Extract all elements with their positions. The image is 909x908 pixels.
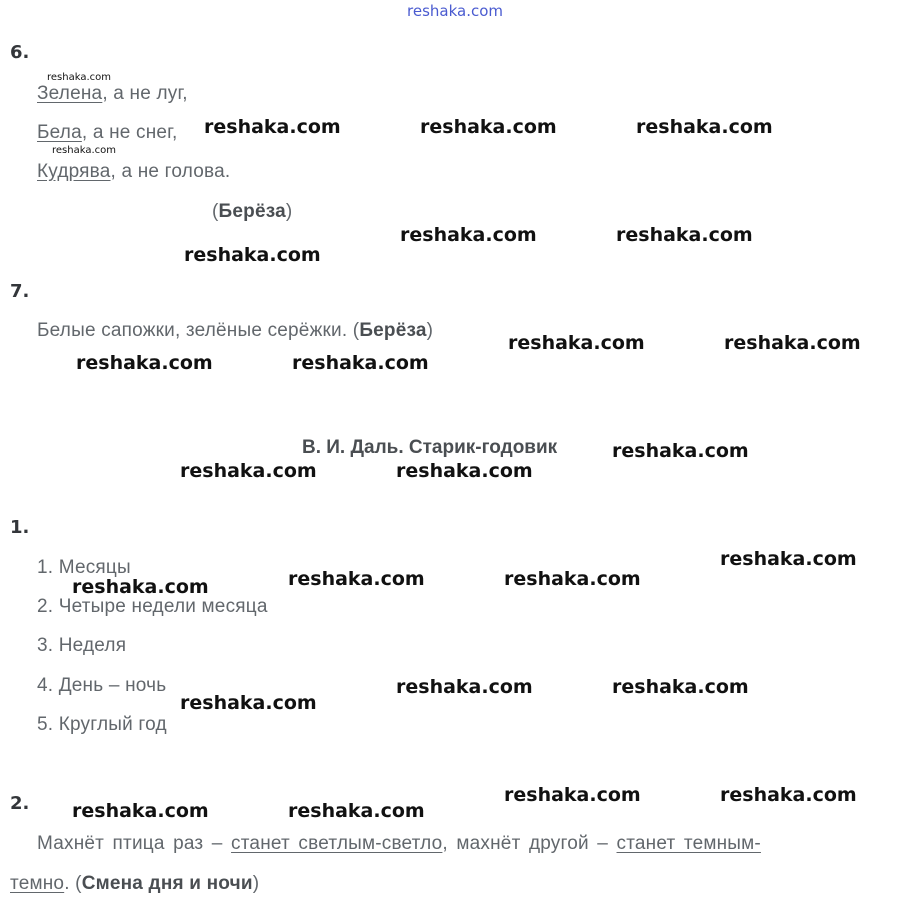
answer-word-7: Берёза xyxy=(359,320,427,341)
watermark: reshaka.com xyxy=(76,352,213,374)
answer-2-part-2: , махнёт другой – xyxy=(442,833,617,854)
watermark: reshaka.com xyxy=(72,576,209,598)
question-number-2: 2. xyxy=(10,793,30,814)
answer-item-2: 2. Четыре недели месяца xyxy=(37,596,268,617)
answer-item-3: 3. Неделя xyxy=(37,635,127,656)
watermark: reshaka.com xyxy=(616,224,753,246)
watermark: reshaka.com xyxy=(180,460,317,482)
riddle-line-2-keyword: Бела xyxy=(37,122,82,143)
riddle-line-1-keyword: Зелена xyxy=(37,83,103,104)
watermark: reshaka.com xyxy=(184,244,321,266)
watermark: reshaka.com xyxy=(288,568,425,590)
answer-2-close-paren: ) xyxy=(252,873,260,894)
riddle-line-3-rest: , а не голова. xyxy=(110,161,231,182)
watermark-small: reshaka.com xyxy=(52,145,116,156)
watermark: reshaka.com xyxy=(292,352,429,374)
riddle-answer-6 xyxy=(212,201,292,223)
watermark: reshaka.com xyxy=(720,784,857,806)
answer-2-line-2 xyxy=(10,873,259,895)
answer-open-paren: ( xyxy=(212,201,219,222)
story-heading: В. И. Даль. Старик-годовик xyxy=(302,437,558,458)
answer-close-paren: ) xyxy=(285,201,293,222)
answer-2-underline-2a: станет темным- xyxy=(616,833,761,854)
watermark: reshaka.com xyxy=(612,440,749,462)
watermark: reshaka.com xyxy=(400,224,537,246)
riddle-line-3-keyword: Кудрява xyxy=(37,161,111,182)
answer-item-1: 1. Месяцы xyxy=(37,557,131,578)
watermark: reshaka.com xyxy=(396,676,533,698)
answer-word-2: Смена дня и ночи xyxy=(81,873,253,894)
riddle-line-7 xyxy=(37,320,433,342)
watermark: reshaka.com xyxy=(420,116,557,138)
watermark: reshaka.com xyxy=(504,784,641,806)
answer-7-close-paren: ) xyxy=(426,320,434,341)
riddle-line-1 xyxy=(37,83,188,105)
answer-2-underline-2b: темно xyxy=(10,873,65,894)
answer-word-6: Берёза xyxy=(218,201,286,222)
section-number-7: 7. xyxy=(10,281,30,302)
watermark: reshaka.com xyxy=(720,548,857,570)
answer-item-5: 5. Круглый год xyxy=(37,714,167,735)
watermark: reshaka.com xyxy=(204,116,341,138)
site-header[interactable]: reshaka.com xyxy=(407,2,503,20)
answer-2-part-1: Махнёт птица раз – xyxy=(37,833,232,854)
answer-2-underline-1: станет светлым-светло xyxy=(231,833,443,854)
riddle-line-2 xyxy=(37,122,177,144)
riddle-7-text: Белые сапожки, зелёные серёжки. ( xyxy=(37,320,360,341)
watermark: reshaka.com xyxy=(396,460,533,482)
watermark: reshaka.com xyxy=(288,800,425,822)
riddle-line-3 xyxy=(37,161,230,183)
watermark: reshaka.com xyxy=(72,800,209,822)
answer-2-part-3: . ( xyxy=(64,873,82,894)
section-number-6: 6. xyxy=(10,42,30,63)
watermark: reshaka.com xyxy=(612,676,749,698)
watermark: reshaka.com xyxy=(508,332,645,354)
riddle-line-2-rest: , а не снег, xyxy=(81,122,178,143)
watermark: reshaka.com xyxy=(504,568,641,590)
watermark: reshaka.com xyxy=(180,692,317,714)
riddle-line-1-rest: , а не луг, xyxy=(102,83,188,104)
watermark-small: reshaka.com xyxy=(47,72,111,83)
watermark: reshaka.com xyxy=(636,116,773,138)
answer-2-line-1 xyxy=(37,833,761,855)
watermark: reshaka.com xyxy=(724,332,861,354)
answer-item-4: 4. День – ночь xyxy=(37,675,167,696)
question-number-1: 1. xyxy=(10,517,30,538)
